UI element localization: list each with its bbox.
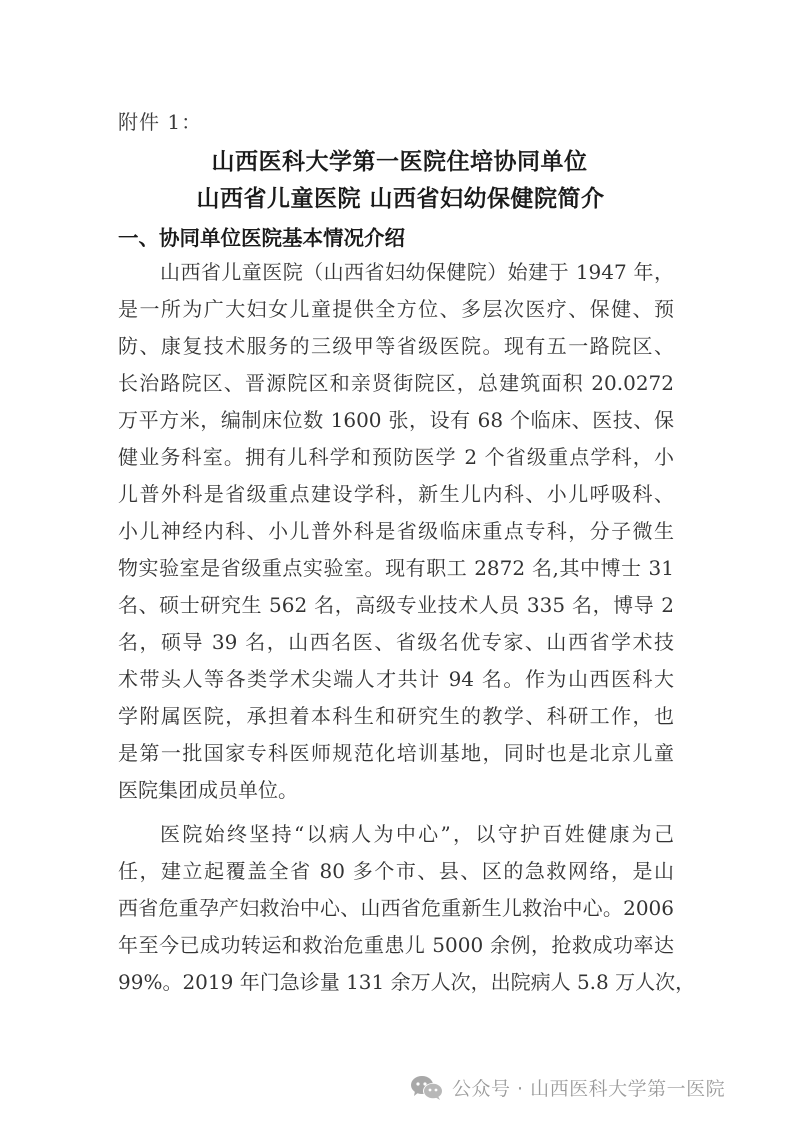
paragraph-line: 学附属医院，承担着本科生和研究生的教学、科研工作，也 bbox=[118, 704, 674, 728]
paragraph-line: 健业务科室。拥有儿科学和预防医学 2 个省级重点学科，小 bbox=[118, 445, 674, 469]
paragraph-line: 防、康复技术服务的三级甲等省级医院。现有五一路院区、 bbox=[118, 334, 674, 358]
wechat-icon bbox=[410, 1075, 444, 1101]
paragraph-line: 是一所为广大妇女儿童提供全方位、多层次医疗、保健、预 bbox=[118, 297, 674, 321]
paragraph-line: 年至今已成功转运和救治危重患儿 5000 余例，抢救成功率达 bbox=[118, 933, 674, 957]
paragraph-line: 儿普外科是省级重点建设学科，新生儿内科、小儿呼吸科、 bbox=[118, 482, 674, 506]
paragraph-line: 术带头人等各类学术尖端人才共计 94 名。作为山西医科大 bbox=[118, 667, 674, 691]
section-heading: 一、协同单位医院基本情况介绍 bbox=[118, 226, 405, 250]
document-title-line-1: 山西医科大学第一医院住培协同单位 bbox=[211, 148, 588, 175]
paragraph-line: 任，建立起覆盖全省 80 多个市、县、区的急救网络，是山 bbox=[118, 859, 674, 883]
watermark-text: 公众号 · 山西医科大学第一医院 bbox=[452, 1078, 726, 1100]
paragraph-line: 名、硕士研究生 562 名，高级专业技术人员 335 名，博导 2 bbox=[118, 593, 674, 617]
paragraph-line: 长治路院区、晋源院区和亲贤街院区，总建筑面积 20.0272 bbox=[118, 371, 674, 395]
paragraph-line: 医院始终坚持“以病人为中心”，以守护百姓健康为己 bbox=[160, 822, 674, 846]
wechat-watermark bbox=[410, 1074, 725, 1101]
paragraph-line: 99%。2019 年门急诊量 131 余万人次，出院病人 5.8 万人次， bbox=[118, 970, 696, 994]
paragraph-line: 名，硕导 39 名，山西名医、省级名优专家、山西省学术技 bbox=[118, 630, 674, 654]
document-title-line-2: 山西省儿童医院 山西省妇幼保健院简介 bbox=[196, 185, 605, 212]
paragraph-line: 是第一批国家专科医师规范化培训基地，同时也是北京儿童 bbox=[118, 741, 674, 765]
attachment-label: 附件 1： bbox=[118, 110, 203, 134]
paragraph-line: 医院集团成员单位。 bbox=[118, 778, 298, 802]
paragraph-line: 物实验室是省级重点实验室。现有职工 2872 名,其中博士 31 bbox=[118, 556, 674, 580]
paragraph-line: 小儿神经内科、小儿普外科是省级临床重点专科，分子微生 bbox=[118, 519, 674, 543]
paragraph-line: 万平方米，编制床位数 1600 张，设有 68 个临床、医技、保 bbox=[118, 408, 674, 432]
paragraph-line: 山西省儿童医院（山西省妇幼保健院）始建于 1947 年， bbox=[160, 260, 674, 284]
paragraph-line: 西省危重孕产妇救治中心、山西省危重新生儿救治中心。2006 bbox=[118, 896, 674, 920]
